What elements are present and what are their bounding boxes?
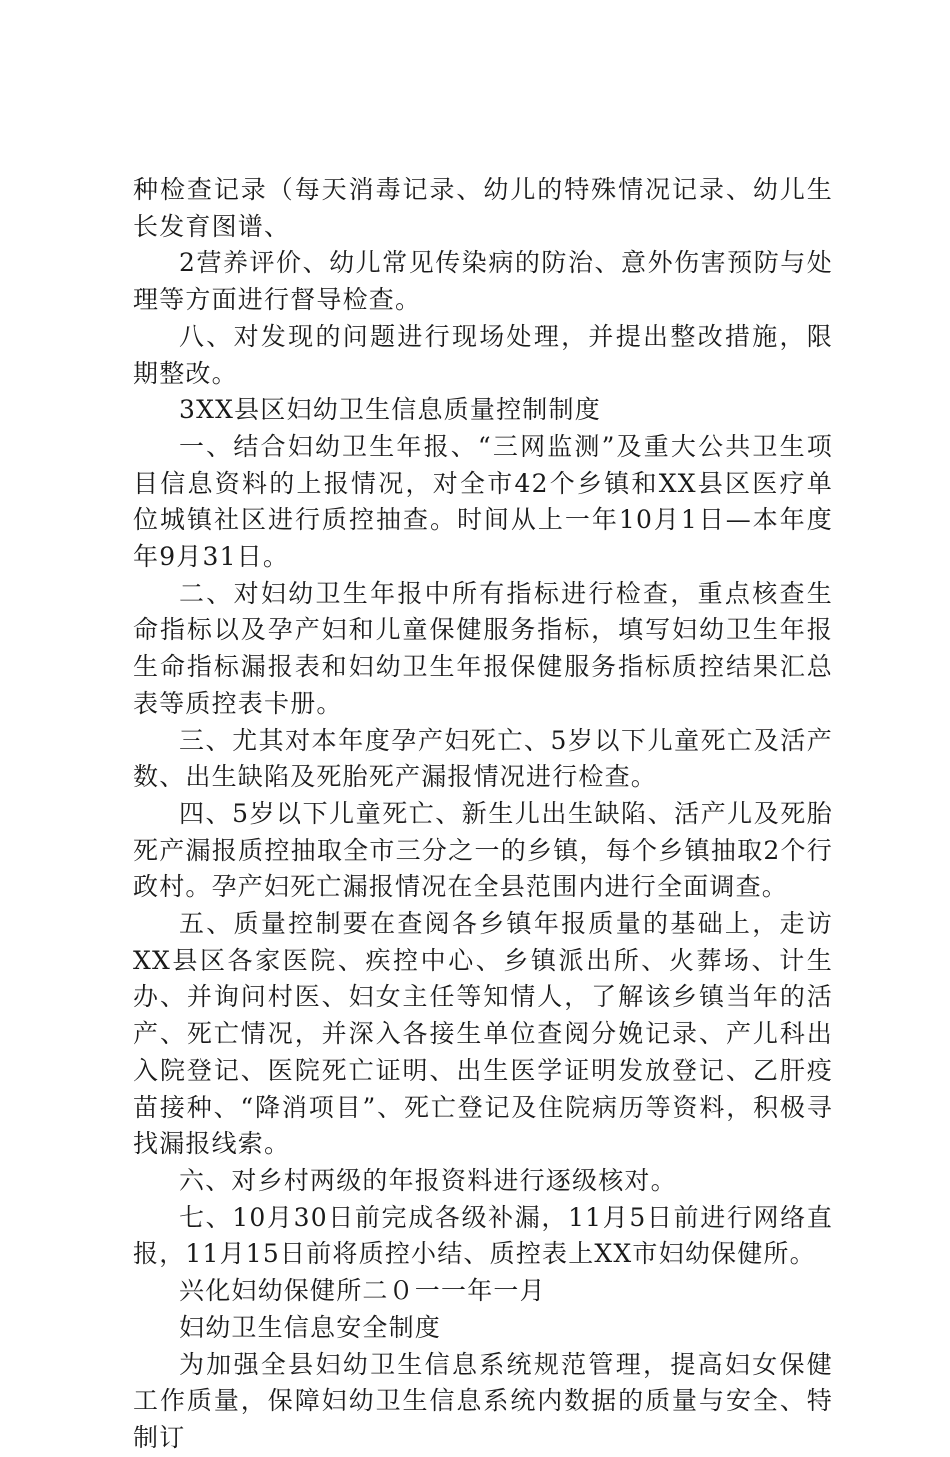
paragraph-7: 三、尤其对本年度孕产妇死亡、5岁以下儿童死亡及活产数、出生缺陷及死胎死产漏报情况进行检查。: [133, 725, 833, 792]
paragraph-14: 为加强全县妇幼卫生信息系统规范管理，提高妇女保健工作质量，保障妇幼卫生信息系统内数据的质量与安全、特制订: [133, 1349, 833, 1452]
paragraph-1: 种检查记录（每天消毒记录、幼儿的特殊情况记录、幼儿生长发育图谱、: [133, 175, 833, 241]
paragraph-2: 2营养评价、幼儿常见传染病的防治、意外伤害预防与处理等方面进行督导检查。: [133, 248, 833, 315]
section-heading-quality-control: 3XX县区妇幼卫生信息质量控制制度: [179, 395, 601, 425]
paragraph-11: 七、10月30日前完成各级补漏，11月5日前进行网络直报，11月15日前将质控小结、质控表上XX市妇幼保健所。: [133, 1202, 833, 1269]
paragraph-6: 二、对妇幼卫生年报中所有指标进行检查，重点核查生命指标以及孕产妇和儿童保健服务指标，填写妇幼卫生年报生命指标漏报表和妇幼卫生年报保健服务指标质控结果汇总表等质控表卡册。: [133, 578, 833, 718]
signature-line: 兴化妇幼保健所二０一一年一月: [179, 1276, 546, 1306]
section-heading-security: 妇幼卫生信息安全制度: [179, 1312, 442, 1342]
paragraph-8: 四、5岁以下儿童死亡、新生儿出生缺陷、活产儿及死胎死产漏报质控抽取全市三分之一的乡镇，每个乡镇抽取2个行政村。孕产妇死亡漏报情况在全县范围内进行全面调查。: [133, 798, 833, 902]
paragraph-5: 一、结合妇幼卫生年报、“三网监测”及重大公共卫生项目信息资料的上报情况，对全市42个乡镇和XX县区医疗单位城镇社区进行质控抽查。时间从上一年10月1日—本年度年9月31日。: [133, 431, 833, 572]
paragraph-3: 八、对发现的问题进行现场处理，并提出整改措施，限期整改。: [133, 321, 833, 388]
paragraph-9: 五、质量控制要在查阅各乡镇年报质量的基础上，走访XX县区各家医院、疾控中心、乡镇派出所、火葬场、计生办、并询问村医、妇女主任等知情人，了解该乡镇当年的活产、死亡情况，并深入各接生单位查阅分娩记录、产儿科出入院登记、医院死亡证明、出生医学证明发放登记、乙肝疫苗接种、“降消项目”、死亡登记及住院病历等资料，积极寻找漏报线索。: [133, 909, 833, 1159]
paragraph-10: 六、对乡村两级的年报资料进行逐级核对。: [179, 1165, 677, 1195]
document-body: [133, 172, 833, 1457]
